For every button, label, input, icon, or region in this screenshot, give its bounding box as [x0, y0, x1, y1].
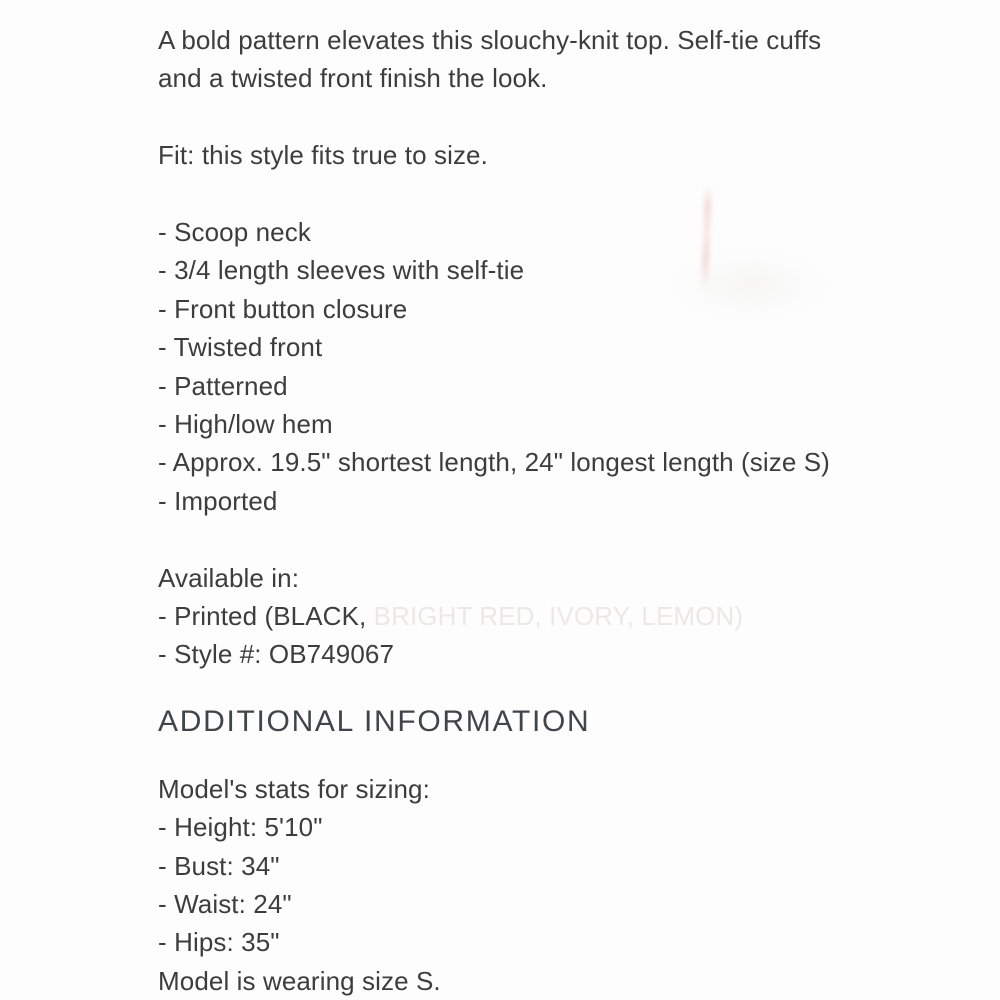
model-stat-height: - Height: 5'10" [158, 812, 323, 843]
fit-note: Fit: this style fits true to size. [158, 140, 488, 171]
product-description-section [158, 21, 918, 1000]
feature-item: - Front button closure [158, 293, 408, 324]
feature-item: - High/low hem [158, 409, 333, 440]
model-stats-block [158, 770, 918, 1000]
feature-item: - Scoop neck [158, 217, 311, 247]
model-stat-waist: - Waist: 24" [158, 889, 292, 920]
additional-information-heading: ADDITIONAL INFORMATION [158, 704, 591, 738]
printed-colorways-line [158, 597, 918, 635]
availability-block [158, 559, 918, 674]
availability-label: Available in: [158, 562, 300, 593]
model-stat-hips: - Hips: 35" [158, 927, 280, 958]
feature-item: - Patterned [158, 370, 288, 401]
model-size-note: Model is wearing size S. [158, 965, 441, 996]
printed-colorways-faded: BRIGHT RED, IVORY, LEMON) [373, 601, 744, 632]
product-description: A bold pattern elevates this slouchy-knit top. Self-tie cuffs and a twisted front finish the look. [158, 25, 822, 94]
feature-item: - 3/4 length sleeves with self-tie [158, 255, 525, 286]
feature-item: - Twisted front [158, 332, 323, 363]
model-stat-bust: - Bust: 34" [158, 850, 280, 881]
style-number-line: - Style #: OB749067 [158, 639, 395, 670]
feature-item: - Approx. 19.5" shortest length, 24" longest length (size S) [158, 447, 830, 478]
printed-colorways-prefix: - Printed (BLACK, [158, 601, 374, 632]
feature-item: - Imported [158, 485, 278, 516]
model-stats-label: Model's stats for sizing: [158, 773, 430, 804]
feature-list [158, 213, 918, 520]
